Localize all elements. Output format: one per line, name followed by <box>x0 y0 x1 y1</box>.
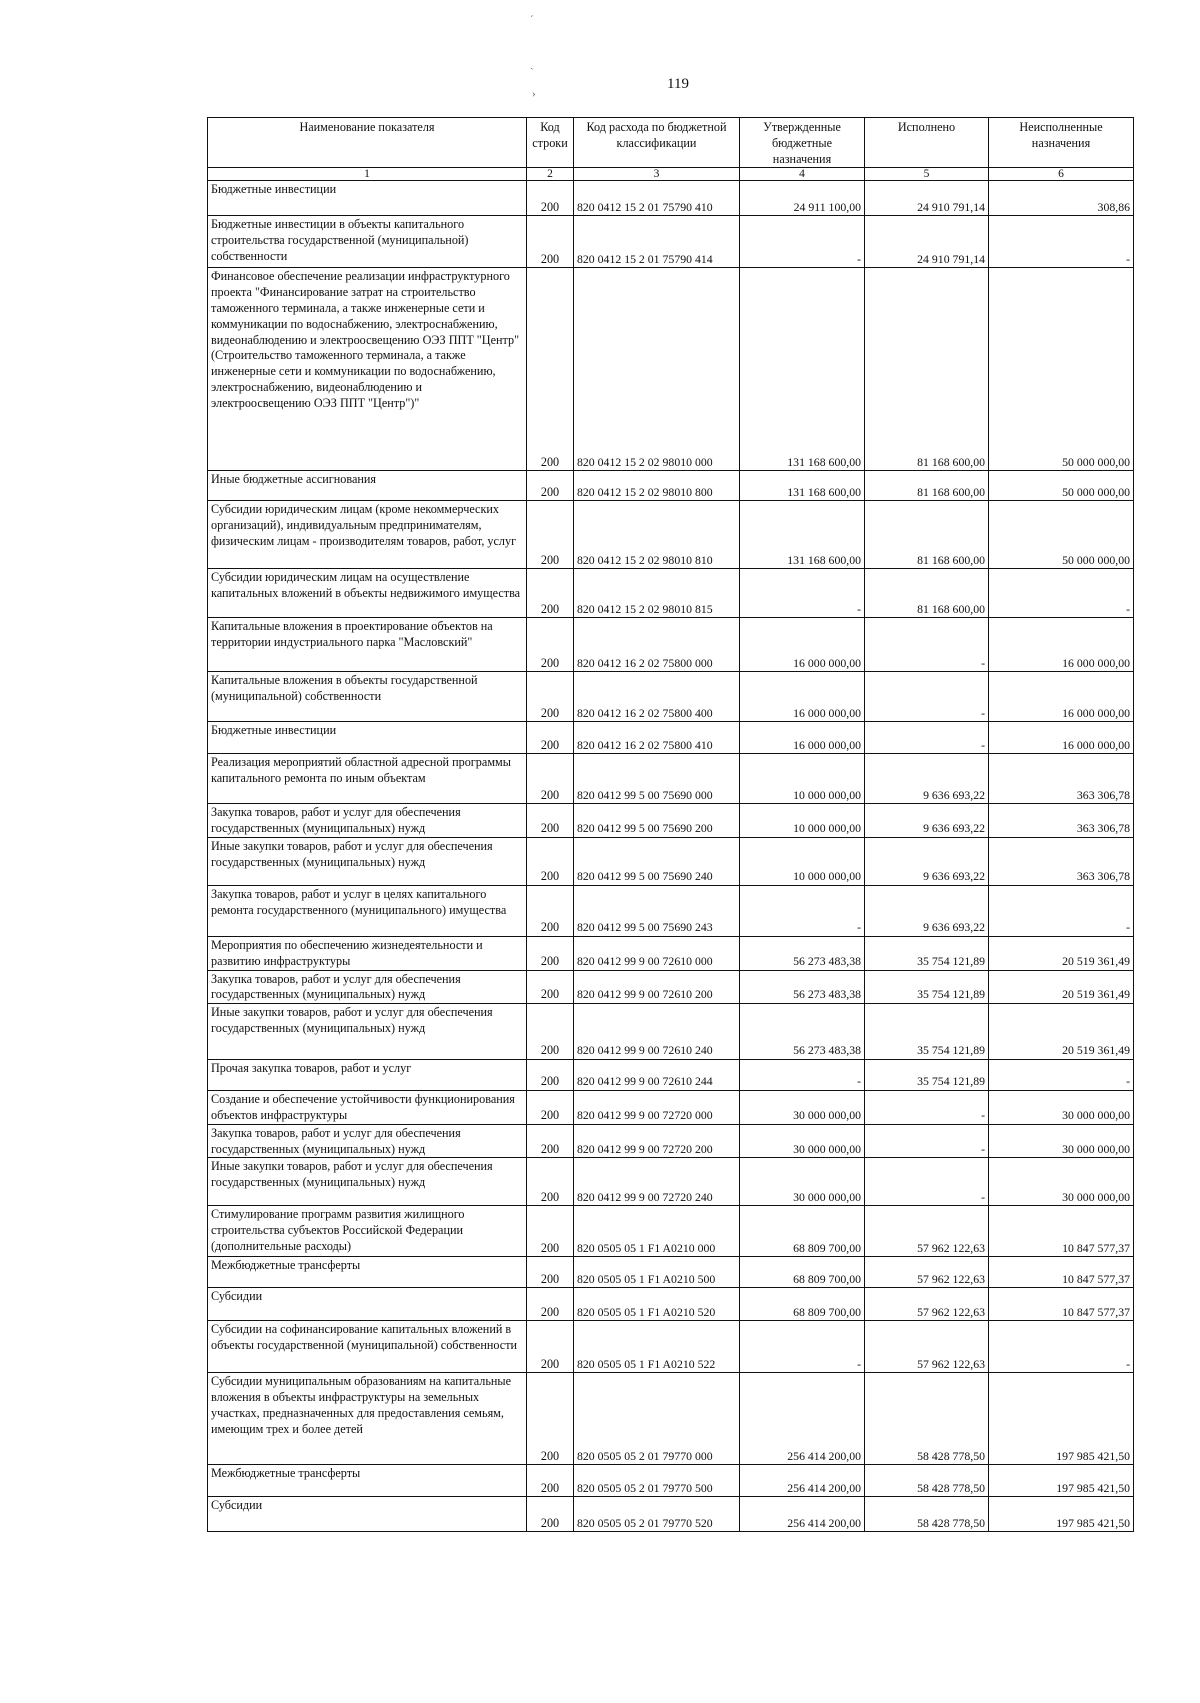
line-code-cell: 200 <box>527 885 574 936</box>
approved-amount-cell: 68 809 700,00 <box>740 1206 865 1257</box>
approved-amount-cell: 56 273 483,38 <box>740 1004 865 1060</box>
line-code-cell: 200 <box>527 970 574 1004</box>
table-row <box>208 1124 1134 1158</box>
line-code-cell: 200 <box>527 268 574 471</box>
expense-code-cell: 820 0412 99 9 00 72720 240 <box>574 1158 740 1206</box>
scan-artifact: ˏ <box>530 58 534 70</box>
executed-amount-cell: 24 910 791,14 <box>865 216 989 268</box>
unexecuted-amount-cell: 363 306,78 <box>989 837 1134 885</box>
page-number: 119 <box>667 76 689 92</box>
indicator-name-cell: Мероприятия по обеспечению жизнедеятельности и развитию инфраструктуры <box>208 936 527 970</box>
table-row <box>208 1206 1134 1257</box>
executed-amount-cell: 57 962 122,63 <box>865 1288 989 1321</box>
unexecuted-amount-cell: - <box>989 1060 1134 1091</box>
executed-amount-cell: 81 168 600,00 <box>865 501 989 569</box>
table-row <box>208 1321 1134 1373</box>
unexecuted-amount-cell: 197 985 421,50 <box>989 1465 1134 1497</box>
executed-amount-cell: 35 754 121,89 <box>865 970 989 1004</box>
expense-code-cell: 820 0412 99 9 00 72610 000 <box>574 936 740 970</box>
executed-amount-cell: 57 962 122,63 <box>865 1321 989 1373</box>
unexecuted-amount-cell: 16 000 000,00 <box>989 672 1134 722</box>
line-code-cell: 200 <box>527 804 574 838</box>
indicator-name-cell: Субсидии муниципальным образованиям на капитальные вложения в объекты инфраструктуры на земельных участках, предназначенных для предоставления семьям, имеющим трех и более детей <box>208 1373 527 1465</box>
approved-amount-cell: 131 168 600,00 <box>740 471 865 501</box>
approved-amount-cell: 30 000 000,00 <box>740 1158 865 1206</box>
expense-code-cell: 820 0505 05 2 01 79770 500 <box>574 1465 740 1497</box>
line-code-cell: 200 <box>527 216 574 268</box>
executed-amount-cell: 81 168 600,00 <box>865 569 989 618</box>
executed-amount-cell: 58 428 778,50 <box>865 1373 989 1465</box>
unexecuted-amount-cell: 50 000 000,00 <box>989 268 1134 471</box>
header-expense-code: Код расхода по бюджетной классификации <box>574 118 740 168</box>
unexecuted-amount-cell: 20 519 361,49 <box>989 936 1134 970</box>
expense-code-cell: 820 0505 05 2 01 79770 520 <box>574 1497 740 1532</box>
line-code-cell: 200 <box>527 837 574 885</box>
table-row <box>208 471 1134 501</box>
approved-amount-cell: 256 414 200,00 <box>740 1465 865 1497</box>
expense-code-cell: 820 0412 16 2 02 75800 400 <box>574 672 740 722</box>
table-row <box>208 1465 1134 1497</box>
header-executed: Исполнено <box>865 118 989 168</box>
expense-code-cell: 820 0412 99 5 00 75690 240 <box>574 837 740 885</box>
unexecuted-amount-cell: 50 000 000,00 <box>989 501 1134 569</box>
table-row <box>208 1497 1134 1532</box>
indicator-name-cell: Межбюджетные трансферты <box>208 1465 527 1497</box>
line-code-cell: 200 <box>527 1158 574 1206</box>
indicator-name-cell: Иные закупки товаров, работ и услуг для обеспечения государственных (муниципальных) нужд <box>208 837 527 885</box>
table-row <box>208 1060 1134 1091</box>
table-body <box>208 181 1134 1532</box>
approved-amount-cell: - <box>740 885 865 936</box>
line-code-cell: 200 <box>527 722 574 754</box>
line-code-cell: 200 <box>527 1321 574 1373</box>
approved-amount-cell: 10 000 000,00 <box>740 837 865 885</box>
indicator-name-cell: Закупка товаров, работ и услуг для обеспечения государственных (муниципальных) нужд <box>208 1124 527 1158</box>
indicator-name-cell: Субсидии <box>208 1288 527 1321</box>
unexecuted-amount-cell: 197 985 421,50 <box>989 1373 1134 1465</box>
executed-amount-cell: - <box>865 1158 989 1206</box>
unexecuted-amount-cell: 30 000 000,00 <box>989 1158 1134 1206</box>
indicator-name-cell: Бюджетные инвестиции в объекты капитального строительства государственной (муниципальной) собственности <box>208 216 527 268</box>
column-number: 3 <box>574 168 740 181</box>
executed-amount-cell: 35 754 121,89 <box>865 1004 989 1060</box>
expense-code-cell: 820 0412 16 2 02 75800 000 <box>574 618 740 672</box>
expense-code-cell: 820 0412 99 9 00 72610 240 <box>574 1004 740 1060</box>
approved-amount-cell: 16 000 000,00 <box>740 672 865 722</box>
unexecuted-amount-cell: 363 306,78 <box>989 804 1134 838</box>
approved-amount-cell: 24 911 100,00 <box>740 181 865 216</box>
table-row <box>208 1288 1134 1321</box>
unexecuted-amount-cell: 20 519 361,49 <box>989 1004 1134 1060</box>
unexecuted-amount-cell: 20 519 361,49 <box>989 970 1134 1004</box>
unexecuted-amount-cell: 50 000 000,00 <box>989 471 1134 501</box>
table-row <box>208 1158 1134 1206</box>
indicator-name-cell: Капитальные вложения в объекты государственной (муниципальной) собственности <box>208 672 527 722</box>
expense-code-cell: 820 0412 99 5 00 75690 200 <box>574 804 740 838</box>
line-code-cell: 200 <box>527 471 574 501</box>
approved-amount-cell: 68 809 700,00 <box>740 1288 865 1321</box>
approved-amount-cell: 10 000 000,00 <box>740 754 865 804</box>
unexecuted-amount-cell: 197 985 421,50 <box>989 1497 1134 1532</box>
line-code-cell: 200 <box>527 1004 574 1060</box>
table-row <box>208 722 1134 754</box>
executed-amount-cell: 35 754 121,89 <box>865 936 989 970</box>
table-row <box>208 216 1134 268</box>
indicator-name-cell: Иные закупки товаров, работ и услуг для обеспечения государственных (муниципальных) нужд <box>208 1158 527 1206</box>
line-code-cell: 200 <box>527 618 574 672</box>
executed-amount-cell: - <box>865 618 989 672</box>
indicator-name-cell: Реализация мероприятий областной адресной программы капитального ремонта по иным объектам <box>208 754 527 804</box>
table-row <box>208 1257 1134 1288</box>
column-number: 6 <box>989 168 1134 181</box>
executed-amount-cell: 24 910 791,14 <box>865 181 989 216</box>
line-code-cell: 200 <box>527 501 574 569</box>
unexecuted-amount-cell: 30 000 000,00 <box>989 1091 1134 1125</box>
table-row <box>208 804 1134 838</box>
unexecuted-amount-cell: 30 000 000,00 <box>989 1124 1134 1158</box>
table-row <box>208 1091 1134 1125</box>
executed-amount-cell: 81 168 600,00 <box>865 471 989 501</box>
approved-amount-cell: 30 000 000,00 <box>740 1124 865 1158</box>
expense-code-cell: 820 0412 15 2 01 75790 414 <box>574 216 740 268</box>
expense-code-cell: 820 0412 15 2 02 98010 810 <box>574 501 740 569</box>
executed-amount-cell: 9 636 693,22 <box>865 837 989 885</box>
table-row <box>208 181 1134 216</box>
unexecuted-amount-cell: 10 847 577,37 <box>989 1206 1134 1257</box>
table-row <box>208 1373 1134 1465</box>
executed-amount-cell: 81 168 600,00 <box>865 268 989 471</box>
unexecuted-amount-cell: - <box>989 885 1134 936</box>
indicator-name-cell: Субсидии на софинансирование капитальных вложений в объекты государственной (муниципальной) собственности <box>208 1321 527 1373</box>
table-row <box>208 1004 1134 1060</box>
expense-code-cell: 820 0412 15 2 02 98010 000 <box>574 268 740 471</box>
expense-code-cell: 820 0505 05 2 01 79770 000 <box>574 1373 740 1465</box>
indicator-name-cell: Иные закупки товаров, работ и услуг для обеспечения государственных (муниципальных) нужд <box>208 1004 527 1060</box>
approved-amount-cell: 131 168 600,00 <box>740 268 865 471</box>
unexecuted-amount-cell: 16 000 000,00 <box>989 722 1134 754</box>
line-code-cell: 200 <box>527 1373 574 1465</box>
executed-amount-cell: - <box>865 1124 989 1158</box>
line-code-cell: 200 <box>527 1465 574 1497</box>
expense-code-cell: 820 0412 99 9 00 72610 200 <box>574 970 740 1004</box>
approved-amount-cell: 56 273 483,38 <box>740 936 865 970</box>
table-row <box>208 501 1134 569</box>
unexecuted-amount-cell: 308,86 <box>989 181 1134 216</box>
executed-amount-cell: - <box>865 1091 989 1125</box>
header-line-code: Код строки <box>527 118 574 168</box>
header-approved: Утвержденные бюджетные назначения <box>740 118 865 168</box>
column-number: 1 <box>208 168 527 181</box>
approved-amount-cell: 16 000 000,00 <box>740 618 865 672</box>
approved-amount-cell: - <box>740 1060 865 1091</box>
line-code-cell: 200 <box>527 1091 574 1125</box>
approved-amount-cell: 10 000 000,00 <box>740 804 865 838</box>
expense-code-cell: 820 0412 99 9 00 72610 244 <box>574 1060 740 1091</box>
table-row <box>208 837 1134 885</box>
scan-artifact: ˊ <box>530 14 534 26</box>
approved-amount-cell: - <box>740 1321 865 1373</box>
line-code-cell: 200 <box>527 672 574 722</box>
expense-code-cell: 820 0412 16 2 02 75800 410 <box>574 722 740 754</box>
header-indicator-name: Наименование показателя <box>208 118 527 168</box>
approved-amount-cell: 256 414 200,00 <box>740 1373 865 1465</box>
unexecuted-amount-cell: - <box>989 569 1134 618</box>
indicator-name-cell: Межбюджетные трансферты <box>208 1257 527 1288</box>
executed-amount-cell: 58 428 778,50 <box>865 1465 989 1497</box>
line-code-cell: 200 <box>527 1497 574 1532</box>
indicator-name-cell: Закупка товаров, работ и услуг для обеспечения государственных (муниципальных) нужд <box>208 970 527 1004</box>
unexecuted-amount-cell: 16 000 000,00 <box>989 618 1134 672</box>
indicator-name-cell: Субсидии юридическим лицам (кроме некоммерческих организаций), индивидуальным предпринимателям, физическим лицам - производителям товаров, работ, услуг <box>208 501 527 569</box>
column-number-row <box>208 168 1134 181</box>
line-code-cell: 200 <box>527 1060 574 1091</box>
expense-code-cell: 820 0412 15 2 02 98010 815 <box>574 569 740 618</box>
scan-artifact: › <box>532 88 536 100</box>
table-row <box>208 569 1134 618</box>
expense-code-cell: 820 0412 99 9 00 72720 000 <box>574 1091 740 1125</box>
line-code-cell: 200 <box>527 1288 574 1321</box>
executed-amount-cell: - <box>865 722 989 754</box>
table-row <box>208 672 1134 722</box>
approved-amount-cell: 30 000 000,00 <box>740 1091 865 1125</box>
expense-code-cell: 820 0412 99 9 00 72720 200 <box>574 1124 740 1158</box>
line-code-cell: 200 <box>527 754 574 804</box>
approved-amount-cell: 131 168 600,00 <box>740 501 865 569</box>
indicator-name-cell: Финансовое обеспечение реализации инфраструктурного проекта "Финансирование затрат на строительство таможенного терминала, а также инженерные сети и коммуникации по водоснабжению, электроснабжению, видеонаблюдению и электроосвещению ОЭЗ ППТ "Центр" (Строительство таможенного терминала, а также инженерные сети и коммуникации по водоснабжению, электроснабжению, видеонаблюдению и электроосвещению ОЭЗ ППТ "Центр")" <box>208 268 527 471</box>
executed-amount-cell: - <box>865 672 989 722</box>
expense-code-cell: 820 0412 15 2 01 75790 410 <box>574 181 740 216</box>
line-code-cell: 200 <box>527 1257 574 1288</box>
expense-code-cell: 820 0412 99 5 00 75690 243 <box>574 885 740 936</box>
indicator-name-cell: Капитальные вложения в проектирование объектов на территории индустриального парка "Масловский" <box>208 618 527 672</box>
unexecuted-amount-cell: 10 847 577,37 <box>989 1288 1134 1321</box>
table-row <box>208 618 1134 672</box>
approved-amount-cell: 256 414 200,00 <box>740 1497 865 1532</box>
expense-code-cell: 820 0412 15 2 02 98010 800 <box>574 471 740 501</box>
column-number: 4 <box>740 168 865 181</box>
indicator-name-cell: Бюджетные инвестиции <box>208 722 527 754</box>
indicator-name-cell: Создание и обеспечение устойчивости функционирования объектов инфраструктуры <box>208 1091 527 1125</box>
unexecuted-amount-cell: 363 306,78 <box>989 754 1134 804</box>
approved-amount-cell: 68 809 700,00 <box>740 1257 865 1288</box>
line-code-cell: 200 <box>527 569 574 618</box>
line-code-cell: 200 <box>527 1206 574 1257</box>
unexecuted-amount-cell: - <box>989 216 1134 268</box>
line-code-cell: 200 <box>527 1124 574 1158</box>
column-number: 5 <box>865 168 989 181</box>
executed-amount-cell: 9 636 693,22 <box>865 885 989 936</box>
table-row <box>208 268 1134 471</box>
header-unexecuted: Неисполненные назначения <box>989 118 1134 168</box>
expense-code-cell: 820 0412 99 5 00 75690 000 <box>574 754 740 804</box>
approved-amount-cell: 56 273 483,38 <box>740 970 865 1004</box>
budget-execution-table <box>207 117 1134 1532</box>
approved-amount-cell: - <box>740 216 865 268</box>
table-row <box>208 936 1134 970</box>
table-row <box>208 885 1134 936</box>
line-code-cell: 200 <box>527 936 574 970</box>
indicator-name-cell: Закупка товаров, работ и услуг для обеспечения государственных (муниципальных) нужд <box>208 804 527 838</box>
approved-amount-cell: 16 000 000,00 <box>740 722 865 754</box>
indicator-name-cell: Стимулирование программ развития жилищного строительства субъектов Российской Федерации (дополнительные расходы) <box>208 1206 527 1257</box>
indicator-name-cell: Бюджетные инвестиции <box>208 181 527 216</box>
indicator-name-cell: Иные бюджетные ассигнования <box>208 471 527 501</box>
expense-code-cell: 820 0505 05 1 F1 A0210 000 <box>574 1206 740 1257</box>
column-number: 2 <box>527 168 574 181</box>
executed-amount-cell: 57 962 122,63 <box>865 1206 989 1257</box>
line-code-cell: 200 <box>527 181 574 216</box>
executed-amount-cell: 9 636 693,22 <box>865 804 989 838</box>
expense-code-cell: 820 0505 05 1 F1 A0210 520 <box>574 1288 740 1321</box>
executed-amount-cell: 9 636 693,22 <box>865 754 989 804</box>
executed-amount-cell: 58 428 778,50 <box>865 1497 989 1532</box>
executed-amount-cell: 57 962 122,63 <box>865 1257 989 1288</box>
indicator-name-cell: Прочая закупка товаров, работ и услуг <box>208 1060 527 1091</box>
unexecuted-amount-cell: - <box>989 1321 1134 1373</box>
indicator-name-cell: Субсидии юридическим лицам на осуществление капитальных вложений в объекты недвижимого имущества <box>208 569 527 618</box>
table-row <box>208 754 1134 804</box>
approved-amount-cell: - <box>740 569 865 618</box>
unexecuted-amount-cell: 10 847 577,37 <box>989 1257 1134 1288</box>
indicator-name-cell: Субсидии <box>208 1497 527 1532</box>
table-header-row <box>208 118 1134 168</box>
expense-code-cell: 820 0505 05 1 F1 A0210 500 <box>574 1257 740 1288</box>
table-row <box>208 970 1134 1004</box>
indicator-name-cell: Закупка товаров, работ и услуг в целях капитального ремонта государственного (муниципального) имущества <box>208 885 527 936</box>
executed-amount-cell: 35 754 121,89 <box>865 1060 989 1091</box>
expense-code-cell: 820 0505 05 1 F1 A0210 522 <box>574 1321 740 1373</box>
